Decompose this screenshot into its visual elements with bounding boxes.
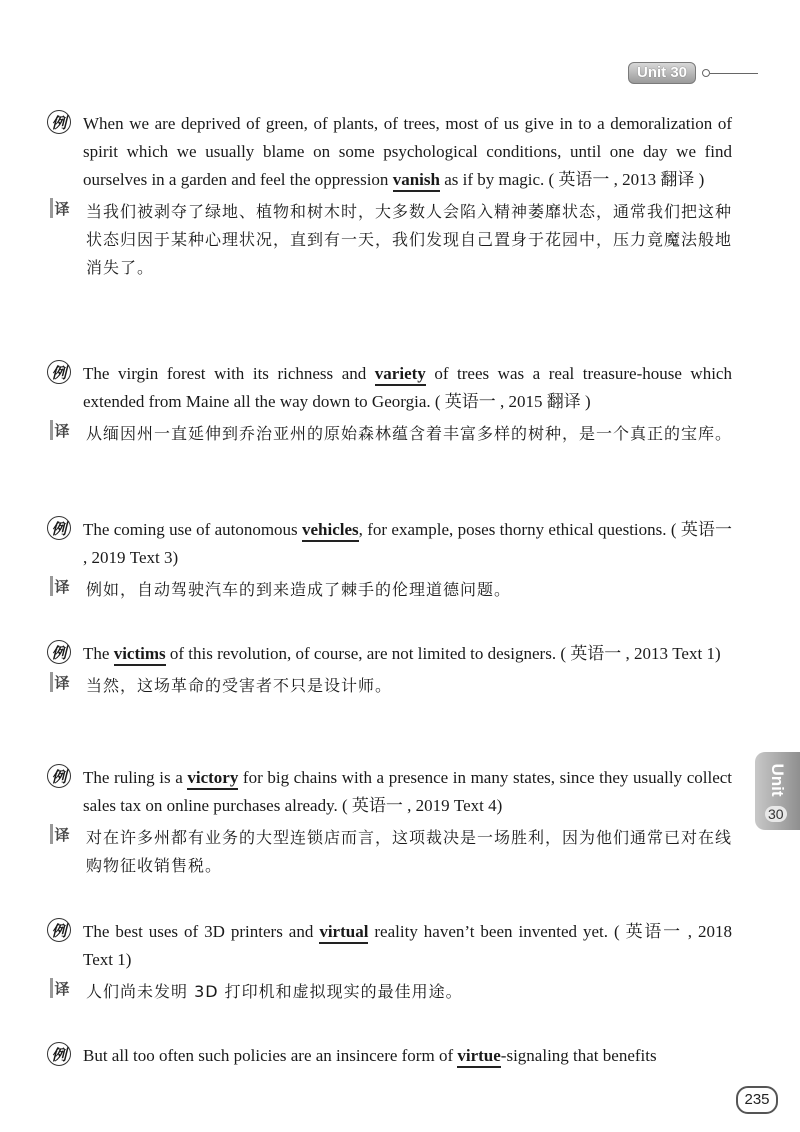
translation-badge: 译: [50, 198, 71, 218]
example-entry: [44, 110, 732, 282]
example-sentence: When we are deprived of green, of plants, of trees, most of us give in to a demoralization of spirit which we usually blame on some psychological conditions, until one day we find ourselves in a garden and feel the oppression vanish as if by magic. ( 英语一 , 2013 翻译 ): [83, 110, 732, 194]
unit-header: [628, 62, 758, 84]
translation-badge: 译: [50, 576, 71, 596]
keyword: virtue: [457, 1046, 500, 1068]
example-badge: 例: [47, 764, 71, 788]
translation-badge: 译: [50, 978, 71, 998]
translation-text: 人们尚未发明 3D 打印机和虚拟现实的最佳用途。: [86, 982, 463, 1001]
example-badge: 例: [47, 360, 71, 384]
side-unit-tab: [755, 752, 800, 830]
keyword: victims: [114, 644, 166, 666]
example-sentence: The best uses of 3D printers and virtual reality haven’t been invented yet. ( 英语一 , 2018 Text 1): [83, 922, 732, 969]
example-badge: 例: [47, 110, 71, 134]
header-dot: [702, 69, 710, 77]
example-entry: [44, 918, 732, 1006]
side-unit-number: 30: [765, 806, 787, 822]
translation-text: 从缅因州一直延伸到乔治亚州的原始森林蕴含着丰富多样的树种，是一个真正的宝库。: [86, 424, 733, 443]
translation-text: 对在许多州都有业务的大型连锁店而言，这项裁决是一场胜利，因为他们通常已对在线购物征收销售税。: [86, 828, 733, 875]
example-entry: [44, 640, 732, 700]
keyword: virtual: [319, 922, 368, 944]
translation-badge: 译: [50, 420, 71, 440]
translation-badge: 译: [50, 672, 71, 692]
side-unit-label: Unit: [768, 763, 787, 797]
keyword: victory: [187, 768, 238, 790]
translation-text: 例如，自动驾驶汽车的到来造成了棘手的伦理道德问题。: [86, 580, 512, 599]
example-sentence: The victims of this revolution, of course, are not limited to designers. ( 英语一 , 2013 Text 1): [83, 640, 732, 668]
unit-label: Unit 30: [628, 62, 696, 84]
example-entry: [44, 1042, 732, 1070]
example-sentence: The virgin forest with its richness and variety of trees was a real treasure-house which extended from Maine all the way down to Georgia. ( 英语一 , 2015 翻译 ): [83, 364, 732, 411]
page-number: 235: [736, 1086, 778, 1114]
translation-badge: 译: [50, 824, 71, 844]
example-entry: [44, 360, 732, 448]
header-rule: [710, 73, 758, 74]
example-entry: [44, 516, 732, 604]
keyword: vanish: [393, 170, 440, 192]
keyword: variety: [375, 364, 426, 386]
example-sentence: But all too often such policies are an insincere form of virtue-signaling that benefits: [83, 1042, 732, 1070]
translation-text: 当然，这场革命的受害者不只是设计师。: [86, 676, 393, 695]
example-badge: 例: [47, 918, 71, 942]
example-badge: 例: [47, 516, 71, 540]
translation-text: 当我们被剥夺了绿地、植物和树木时，大多数人会陷入精神萎靡状态，通常我们把这种状态归因于某种心理状况，直到有一天，我们发现自己置身于花园中，压力竟魔法般地消失了。: [86, 202, 733, 277]
example-badge: 例: [47, 1042, 71, 1066]
example-entry: [44, 764, 732, 880]
example-badge: 例: [47, 640, 71, 664]
example-sentence: The coming use of autonomous vehicles, for example, poses thorny ethical questions. ( 英语一 , 2019 Text 3): [83, 520, 732, 567]
keyword: vehicles: [302, 520, 359, 542]
example-sentence: The ruling is a victory for big chains with a presence in many states, since they usually collect sales tax on online purchases already. ( 英语一 , 2019 Text 4): [83, 768, 733, 815]
